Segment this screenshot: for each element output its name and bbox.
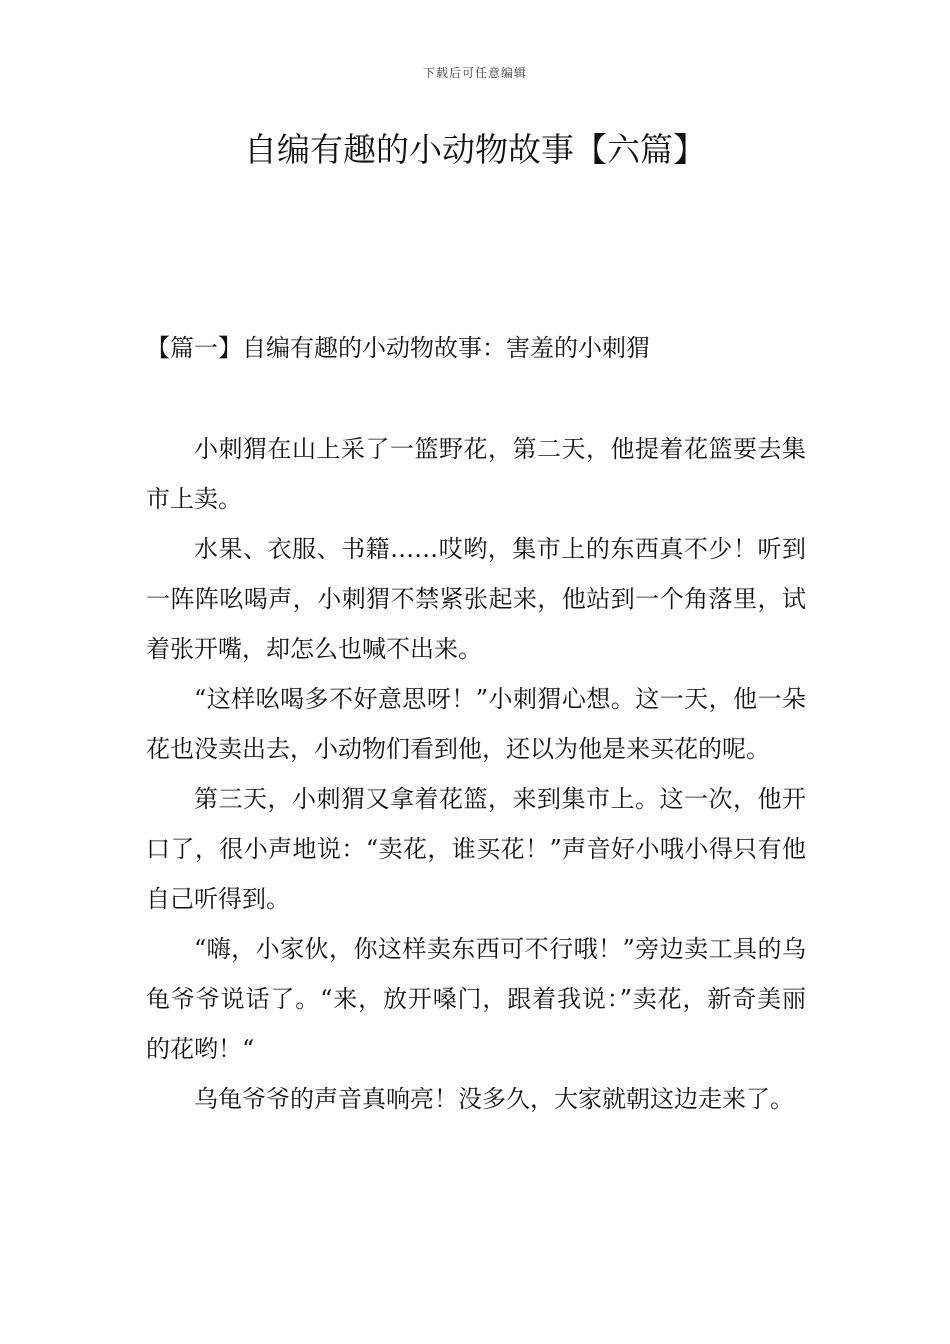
paragraph-6: 乌龟爷爷的声音真响亮！没多久，大家就朝这边走来了。: [194, 1085, 794, 1113]
document-title: 自编有趣的小动物故事【六篇】: [244, 130, 706, 169]
paragraph-1: 小刺猬在山上采了一篮野花，第二天，他提着花篮要去集市上卖。: [146, 435, 806, 513]
paragraph-3: “这样吆喝多不好意思呀！”小刺猬心想。这一天，他一朵花也没卖出去，小动物们看到他，还以为他是来买花的呢。: [146, 685, 806, 763]
header-note: 下载后可任意编辑: [422, 66, 527, 80]
paragraph-5: “嗨，小家伙，你这样卖东西可不行哦！”旁边卖工具的乌龟爷爷说话了。“来，放开嗓门，跟着我说：”卖花，新奇美丽的花哟！“: [146, 935, 806, 1063]
section-heading: 【篇一】自编有趣的小动物故事：害羞的小刺猬: [146, 334, 650, 362]
story-body: [146, 424, 806, 1124]
paragraph-4: 第三天，小刺猬又拿着花篮，来到集市上。这一次，他开口了，很小声地说：“卖花，谁买花！”声音好小哦小得只有他自己听得到。: [146, 785, 806, 913]
paragraph-2: 水果、衣服、书籍……哎哟，集市上的东西真不少！听到一阵阵吆喝声，小刺猬不禁紧张起来，他站到一个角落里，试着张开嘴，却怎么也喊不出来。: [146, 535, 806, 663]
